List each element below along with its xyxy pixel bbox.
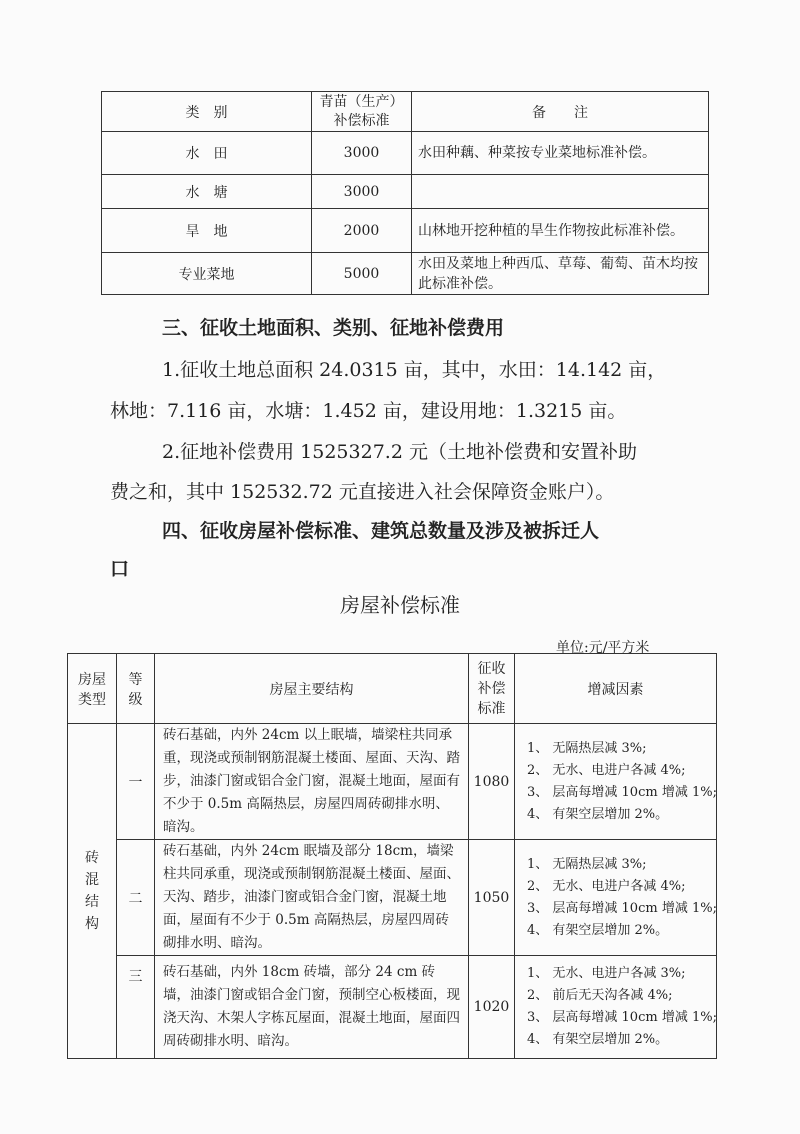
table-row [102, 132, 709, 175]
header-standard: 青苗（生产） 补偿标准 [312, 92, 412, 132]
cell-standard: 2000 [312, 209, 412, 253]
cell-standard: 3000 [312, 175, 412, 209]
header-standard: 征收 补偿 标准 [469, 654, 515, 724]
cell-remark [412, 175, 709, 209]
table-row [68, 724, 717, 840]
cell-category: 旱 地 [102, 209, 312, 253]
cell-category: 专业菜地 [102, 253, 312, 295]
header-remark: 备 注 [412, 92, 709, 132]
table-row [102, 209, 709, 253]
cell-standard: 1080 [469, 724, 515, 840]
section3-p2-line2: 费之和，其中 152532.72 元直接进入社会保障资金账户）。 [110, 481, 615, 503]
cell-structure: 砖石基础，内外 18cm 砖墙，部分 24 cm 砖墙，油漆门窗或铝合金门窗，预制空心板楼面，现浇天沟、木架人字栋瓦屋面，混凝土地面，屋面四周砖砌排水明、暗沟。 [155, 956, 469, 1059]
cell-grade: 一 [117, 724, 155, 840]
cell-category: 水 田 [102, 132, 312, 175]
cell-remark: 山林地开挖种植的旱生作物按此标准补偿。 [412, 209, 709, 253]
header-grade: 等 级 [117, 654, 155, 724]
cell-standard: 1020 [469, 956, 515, 1059]
unit-label: 单位:元/平方米 [556, 640, 650, 656]
cell-grade: 二 [117, 840, 155, 956]
cell-standard: 1050 [469, 840, 515, 956]
cell-grade: 三 [117, 956, 155, 1059]
section3-p1-line2: 林地：7.116 亩，水塘：1.452 亩，建设用地：1.3215 亩。 [110, 400, 627, 422]
table-row [102, 175, 709, 209]
cell-category: 水 塘 [102, 175, 312, 209]
crop-compensation-table [101, 91, 709, 295]
cell-remark: 水田及菜地上种西瓜、草莓、葡萄、苗木均按此标准补偿。 [412, 253, 709, 295]
cell-standard: 5000 [312, 253, 412, 295]
section3-p1-line1: 1.征收土地总面积 24.0315 亩，其中，水田：14.142 亩， [162, 359, 667, 381]
cell-factors: 1、 无隔热层减 3%; 2、 无水、电进户各减 4%; 3、 层高每增减 10cm 增减 1%; 4、 有架空层增加 2%。 [515, 724, 717, 840]
table-row [68, 956, 717, 1059]
header-category: 类 别 [102, 92, 312, 132]
section3-p2-line1: 2.征地补偿费用 1525327.2 元（土地补偿费和安置补助 [162, 441, 637, 463]
housing-compensation-table [67, 653, 717, 1059]
table-header-row [68, 654, 717, 724]
cell-factors: 1、 无隔热层减 3%; 2、 无水、电进户各减 4%; 3、 层高每增减 10cm 增减 1%; 4、 有架空层增加 2%。 [515, 840, 717, 956]
cell-structure: 砖石基础，内外 24cm 眠墙及部分 18cm，墙梁柱共同承重，现浇或预制钢筋混凝土楼面、屋面、天沟、踏步，油漆门窗或铝合金门窗，混凝土地面，屋面有不少于 0.5m 高隔热层，房屋四周砖砌排水明、暗沟。 [155, 840, 469, 956]
table-header-row [102, 92, 709, 132]
section4-heading-line1: 四、征收房屋补偿标准、建筑总数量及涉及被拆迁人 [162, 520, 600, 542]
cell-remark: 水田种藕、种菜按专业菜地标准补偿。 [412, 132, 709, 175]
cell-structure: 砖石基础，内外 24cm 以上眠墙，墙梁柱共同承重，现浇或预制钢筋混凝土楼面、屋面、天沟、踏步，油漆门窗或铝合金门窗，混凝土地面，屋面有不少于 0.5m 高隔热层，房屋四周砖砌排水明、暗沟。 [155, 724, 469, 840]
header-house-type: 房屋 类型 [68, 654, 117, 724]
header-factors: 增减因素 [515, 654, 717, 724]
section3-heading: 三、征收土地面积、类别、征地补偿费用 [162, 317, 505, 339]
cell-house-type: 砖 混 结 构 [68, 724, 117, 1059]
cell-factors: 1、 无水、电进户各减 3%; 2、 前后无天沟各减 4%; 3、 层高每增减 10cm 增减 1%; 4、 有架空层增加 2%。 [515, 956, 717, 1059]
header-structure: 房屋主要结构 [155, 654, 469, 724]
table-row [68, 840, 717, 956]
housing-table-title: 房屋补偿标准 [340, 593, 460, 617]
section4-heading-line2: 口 [110, 558, 130, 580]
table-row [102, 253, 709, 295]
cell-standard: 3000 [312, 132, 412, 175]
